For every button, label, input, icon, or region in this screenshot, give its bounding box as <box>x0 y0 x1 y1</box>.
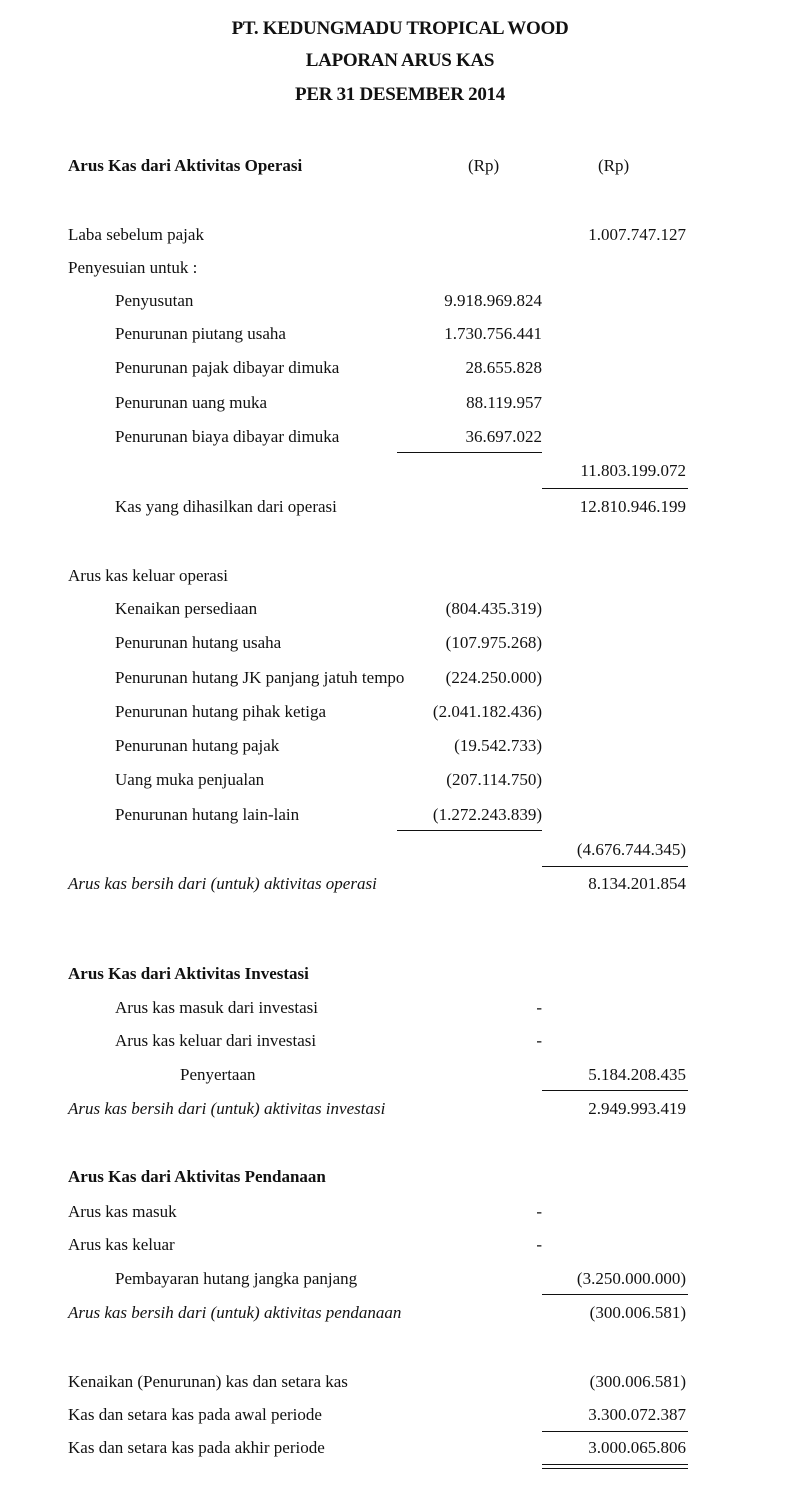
investing-inflow-row <box>0 998 800 1028</box>
operating-net-row <box>0 874 800 904</box>
outflow-item-label: Penurunan hutang pihak ketiga <box>115 702 327 721</box>
underline <box>397 452 542 453</box>
outflow-heading-row <box>0 566 800 596</box>
financing-inflow-row <box>0 1202 800 1232</box>
outflow-row <box>0 633 800 663</box>
outflow-item-value: (224.250.000) <box>445 668 542 687</box>
investing-inflow-value: - <box>536 998 542 1017</box>
financing-inflow-value: - <box>536 1202 542 1221</box>
financing-outflow-label: Arus kas keluar <box>68 1235 175 1254</box>
underline <box>542 1090 688 1091</box>
outflow-item-value: (2.041.182.436) <box>432 702 542 721</box>
outflow-row <box>0 770 800 800</box>
column-header-2: (Rp) <box>598 156 630 175</box>
financing-inflow-label: Arus kas masuk <box>68 1202 177 1221</box>
adjustment-label: Penurunan pajak dibayar dimuka <box>115 358 340 377</box>
financing-heading-row <box>0 1167 800 1197</box>
underline <box>542 1294 688 1295</box>
operating-heading: Arus Kas dari Aktivitas Operasi <box>68 156 303 175</box>
underline <box>542 1431 688 1432</box>
underline <box>542 488 688 489</box>
profit-label: Laba sebelum pajak <box>68 225 204 244</box>
profit-value: 1.007.747.127 <box>588 225 686 244</box>
adjustment-row <box>0 291 800 321</box>
operating-net-value: 8.134.201.854 <box>588 874 686 893</box>
outflow-item-value: (804.435.319) <box>445 599 542 618</box>
generated-label: Kas yang dihasilkan dari operasi <box>115 497 337 516</box>
financing-net-label: Arus kas bersih dari (untuk) aktivitas pendanaan <box>68 1303 402 1322</box>
report-title: LAPORAN ARUS KAS <box>305 50 495 71</box>
adjustment-label: Penurunan uang muka <box>115 393 268 412</box>
investing-net-label: Arus kas bersih dari (untuk) aktivitas investasi <box>68 1099 386 1118</box>
adjustment-label: Penurunan piutang usaha <box>115 324 286 343</box>
outflow-row <box>0 599 800 629</box>
outflow-row <box>0 668 800 698</box>
operating-heading-row <box>0 156 800 186</box>
outflow-item-value: (1.272.243.839) <box>432 805 542 824</box>
adjustment-row <box>0 358 800 388</box>
investing-outflow-value: - <box>536 1031 542 1050</box>
participation-label: Penyertaan <box>180 1065 256 1084</box>
investing-net-value: 2.949.993.419 <box>588 1099 686 1118</box>
financing-net-row <box>0 1303 800 1333</box>
column-header-1: (Rp) <box>468 156 500 175</box>
operating-net-label: Arus kas bersih dari (untuk) aktivitas operasi <box>68 874 377 893</box>
outflow-row <box>0 702 800 732</box>
investing-outflow-row <box>0 1031 800 1061</box>
adjust-label: Penyesuian untuk : <box>68 258 198 277</box>
financing-net-value: (300.006.581) <box>589 1303 686 1322</box>
generated-row <box>0 497 800 527</box>
outflow-label: Arus kas keluar operasi <box>68 566 229 585</box>
adjust-heading-row <box>0 258 800 288</box>
adjustment-row <box>0 393 800 423</box>
loan-payment-label: Pembayaran hutang jangka panjang <box>115 1269 358 1288</box>
adjustment-value: 36.697.022 <box>465 427 542 446</box>
underline <box>397 830 542 831</box>
investing-outflow-label: Arus kas keluar dari investasi <box>115 1031 317 1050</box>
outflow-row <box>0 736 800 766</box>
financing-heading: Arus Kas dari Aktivitas Pendanaan <box>68 1167 326 1186</box>
outflow-item-value: (19.542.733) <box>454 736 542 755</box>
outflow-item-label: Penurunan hutang lain-lain <box>115 805 300 824</box>
cash-change-row <box>0 1372 800 1402</box>
outflow-item-label: Penurunan hutang usaha <box>115 633 282 652</box>
investing-inflow-label: Arus kas masuk dari investasi <box>115 998 319 1017</box>
cash-end-label: Kas dan setara kas pada akhir periode <box>68 1438 325 1457</box>
cash-change-label: Kenaikan (Penurunan) kas dan setara kas <box>68 1372 348 1391</box>
adjustment-value: 1.730.756.441 <box>444 324 542 343</box>
adjustment-value: 28.655.828 <box>465 358 542 377</box>
investing-net-row <box>0 1099 800 1129</box>
investing-heading: Arus Kas dari Aktivitas Investasi <box>68 964 309 983</box>
profit-row <box>0 225 800 255</box>
generated-value: 12.810.946.199 <box>579 497 686 516</box>
double-underline <box>542 1464 688 1469</box>
company-name: PT. KEDUNGMADU TROPICAL WOOD <box>231 18 569 39</box>
cash-begin-label: Kas dan setara kas pada awal periode <box>68 1405 322 1424</box>
investing-heading-row <box>0 964 800 994</box>
financing-outflow-row <box>0 1235 800 1265</box>
cash-change-value: (300.006.581) <box>589 1372 686 1391</box>
outflow-total-value: (4.676.744.345) <box>576 840 686 859</box>
loan-payment-value: (3.250.000.000) <box>576 1269 686 1288</box>
outflow-item-label: Penurunan hutang JK panjang jatuh tempo <box>115 668 405 687</box>
participation-value: 5.184.208.435 <box>588 1065 686 1084</box>
outflow-item-value: (207.114.750) <box>446 770 542 789</box>
adjustment-label: Penurunan biaya dibayar dimuka <box>115 427 340 446</box>
adjustment-row <box>0 324 800 354</box>
adjustment-value: 9.918.969.824 <box>444 291 542 310</box>
underline <box>542 866 688 867</box>
financing-outflow-value: - <box>536 1235 542 1254</box>
outflow-item-label: Kenaikan persediaan <box>115 599 258 618</box>
cash-begin-value: 3.300.072.387 <box>588 1405 686 1424</box>
adjustment-label: Penyusutan <box>115 291 194 310</box>
outflow-item-value: (107.975.268) <box>445 633 542 652</box>
outflow-item-label: Uang muka penjualan <box>115 770 265 789</box>
report-period: PER 31 DESEMBER 2014 <box>295 84 505 105</box>
adjustment-value: 88.119.957 <box>466 393 542 412</box>
outflow-item-label: Penurunan hutang pajak <box>115 736 280 755</box>
adjust-total-value: 11.803.199.072 <box>580 461 686 480</box>
adjust-total-row <box>0 461 800 491</box>
cash-end-value: 3.000.065.806 <box>588 1438 686 1457</box>
